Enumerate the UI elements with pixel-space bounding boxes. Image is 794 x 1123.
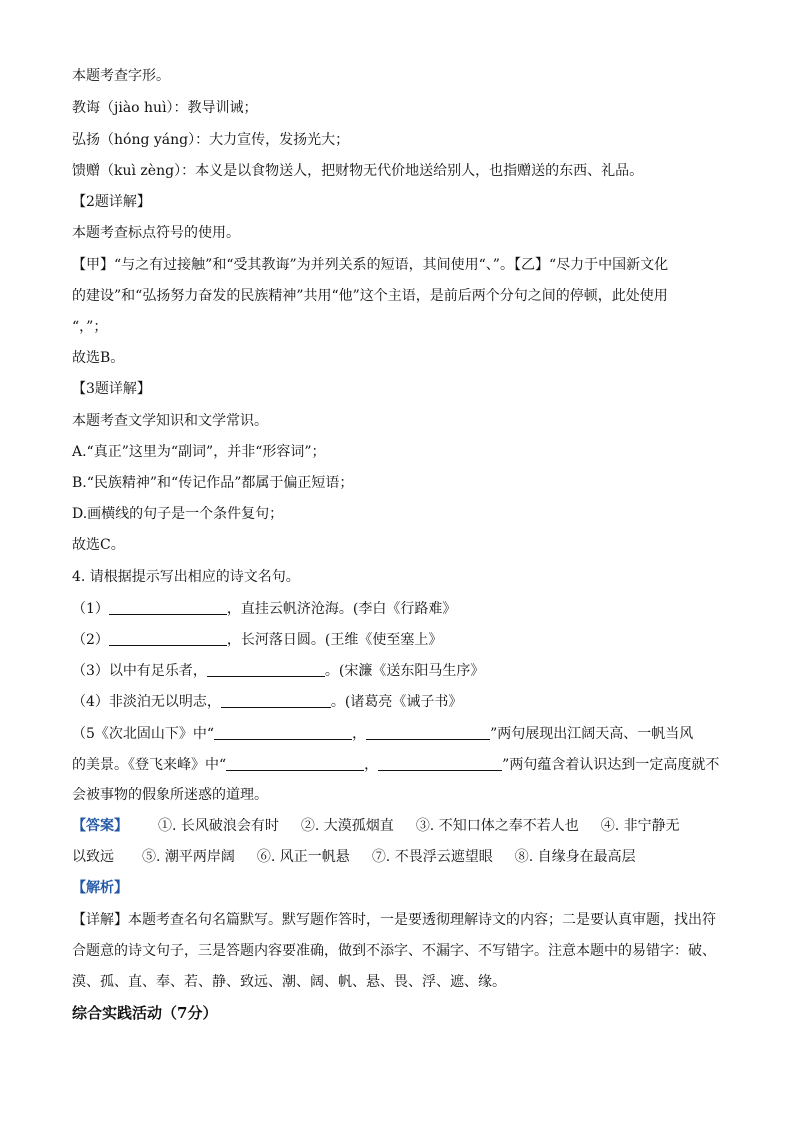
item-text: ， <box>364 757 379 773</box>
section-title: 综合实践活动（7分） <box>72 1004 218 1022</box>
item-text: ”两句展现出江阔天高、一帆当风 <box>490 726 694 742</box>
answer-blank <box>378 756 502 771</box>
answer-item: ①. 长风破浪会有时 <box>158 818 279 834</box>
text-line: 会被事物的假象所迷惑的道理。 <box>72 787 268 803</box>
answer-row <box>72 818 680 834</box>
item-text: 的美景。《登飞来峰》中“ <box>72 757 227 773</box>
question-4-5-cont <box>72 756 719 773</box>
text-line: 【详解】本题考查名句名篇默写。默写题作答时，一是要透彻理解诗文的内容；二是要认真审题，找出符 <box>72 912 716 928</box>
item-text: ，直挂云帆济沧海。(李白《行路难》 <box>226 601 457 617</box>
answer-item: ②. 大漠孤烟直 <box>300 818 394 834</box>
text-line: 合题意的诗文句子，三是答题内容要准确，做到不添字、不漏字、不写错字。注意本题中的易错字：破、 <box>72 943 716 959</box>
item-text: 。(宋濂《送东阳马生序》 <box>324 663 485 679</box>
answer-row <box>72 849 636 865</box>
question-4-3 <box>72 662 484 679</box>
item-text: 。(诸葛亮《诫子书》 <box>330 694 463 710</box>
item-text: ”两句蕴含着认识达到一定高度就不 <box>502 757 720 773</box>
section-heading: 【2题详解】 <box>72 194 151 210</box>
text-line: 弘扬（hóng yáng）：大力宣传，发扬光大； <box>72 132 350 148</box>
text-line: “，”； <box>72 319 108 335</box>
section-heading: 【3题详解】 <box>72 381 151 397</box>
item-text: （4）非淡泊无以明志， <box>72 694 221 710</box>
item-number: （1） <box>72 601 109 617</box>
answer-blank <box>221 693 331 708</box>
text-line: 故选C。 <box>72 537 125 553</box>
item-text: （3）以中有足乐者， <box>72 663 207 679</box>
item-text: （5《次北固山下》中“ <box>72 726 215 742</box>
text-line: 本题考查文学知识和文学常识。 <box>72 413 268 429</box>
text-line: 教诲（jiào huì）：教导训诫； <box>72 100 258 116</box>
text-line: 漠、孤、直、奉、若、静、致远、潮、阔、帆、悬、畏、浮、遮、缘。 <box>72 974 506 990</box>
text-line: B.“民族精神”和“传记作品”都属于偏正短语； <box>72 475 354 491</box>
answer-label: 【答案】 <box>72 818 128 834</box>
answer-blank <box>109 631 227 646</box>
answer-item: ⑦. 不畏浮云遮望眼 <box>371 849 493 865</box>
text-line: 故选B。 <box>72 350 125 366</box>
question-4: 4. 请根据提示写出相应的诗文名句。 <box>72 569 300 585</box>
text-line: A.“真正”这里为“副词”，并非“形容词”； <box>72 444 326 460</box>
text-line: 本题考查标点符号的使用。 <box>72 225 240 241</box>
answer-blank <box>207 662 325 677</box>
answer-item: ⑥. 风正一帆悬 <box>256 849 350 865</box>
answer-item: 以致远 <box>72 849 114 865</box>
answer-item: ③. 不知口体之奉不若人也 <box>415 818 579 834</box>
answer-item: ⑤. 潮平两岸阔 <box>142 849 235 865</box>
item-text: ， <box>352 726 367 742</box>
text-line: 本题考查字形。 <box>72 68 170 84</box>
item-number: （2） <box>72 632 109 648</box>
answer-blank <box>214 725 352 740</box>
text-line: 馈赠（kuì zèng）：本义是以食物送人，把财物无代价地送给别人，也指赠送的东西、礼品。 <box>72 163 644 179</box>
text-line: D.画横线的句子是一个条件复句； <box>72 506 284 522</box>
item-text: ，长河落日圆。(王维《使至塞上》 <box>226 632 443 648</box>
question-4-5 <box>72 725 693 742</box>
answer-blank <box>226 756 364 771</box>
text-line: 的建设”和“弘扬努力奋发的民族精神”共用“他”这个主语，是前后两个分句之间的停顿，此处使用 <box>72 288 668 304</box>
question-4-4 <box>72 693 462 710</box>
answer-blank <box>109 600 227 615</box>
question-4-1 <box>72 600 456 617</box>
answer-item: ④. 非宁静无 <box>600 818 680 834</box>
text-line: 【甲】“与之有过接触”和“受其教诲”为并列关系的短语，其间使用“、”。【乙】“尽力于中国新文化 <box>72 257 669 273</box>
answer-blank <box>366 725 490 740</box>
answer-item: ⑧. 自缘身在最高层 <box>514 849 636 865</box>
question-4-2 <box>72 631 442 648</box>
analysis-label: 【解析】 <box>72 880 128 896</box>
